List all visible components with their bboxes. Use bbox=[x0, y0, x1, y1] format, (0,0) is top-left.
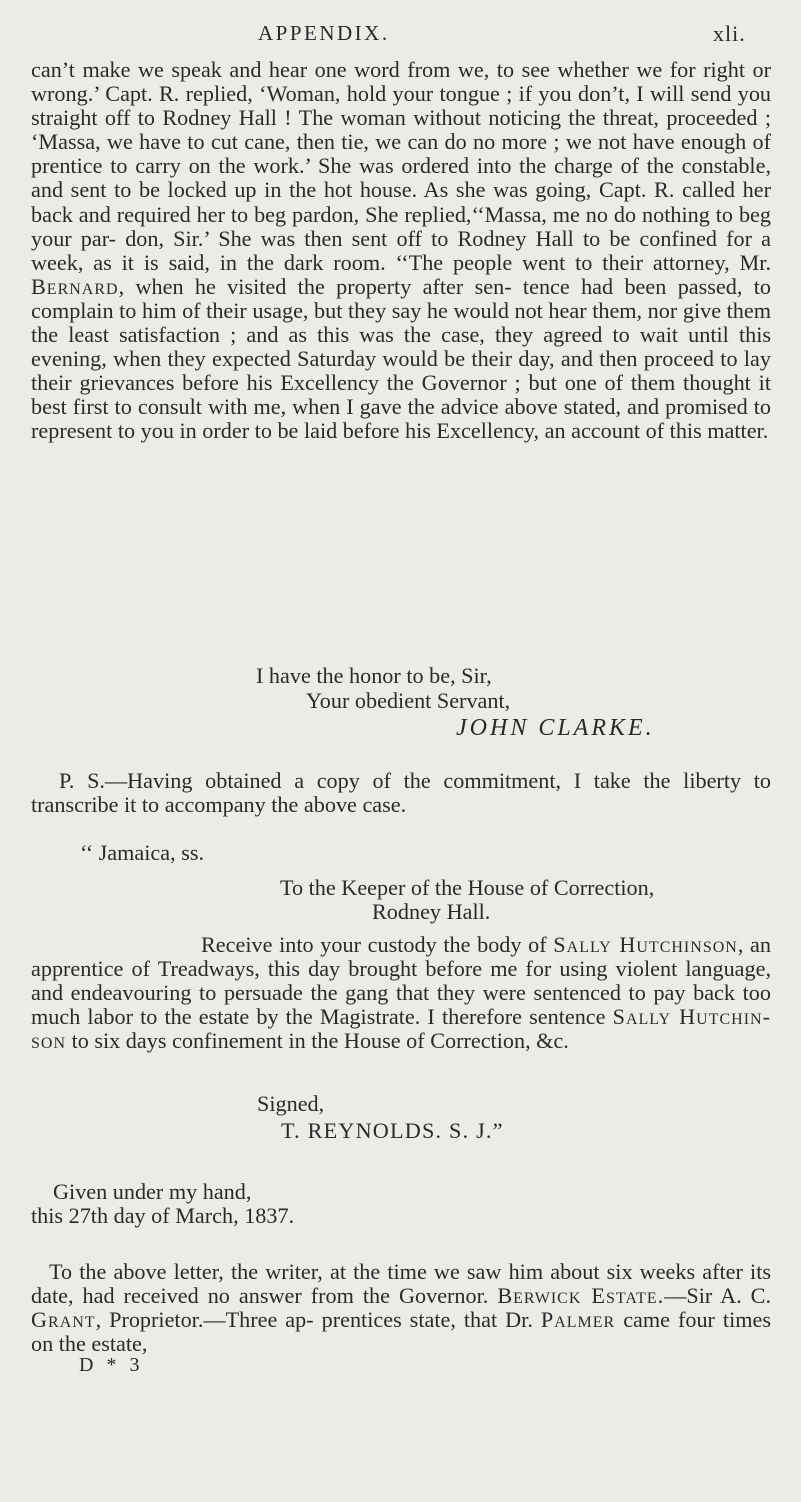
signature-mark: D * 3 bbox=[79, 1354, 144, 1376]
given-line-1: Given under my hand, bbox=[53, 1179, 252, 1204]
magistrate-signature: T. REYNOLDS. S. J.” bbox=[281, 1118, 504, 1143]
closing-line-1: I have the honor to be, Sir, bbox=[256, 663, 492, 688]
running-head: APPENDIX. bbox=[258, 21, 390, 45]
commitment-body: Receive into your custody the body of Sally Hutchinson, an apprentice of Treadways, this day brought before me for using violent language, and endeavouring to persuade the gang that they were sentenced to pay back too much labor to the estate by the Magistrate. I therefore sentence Sally Hutchin- son to six days confinement in the House of Correction, &c. bbox=[31, 932, 771, 1054]
addressee-line-1: To the Keeper of the House of Correction, bbox=[280, 875, 655, 900]
doctor-name: Palmer bbox=[540, 1307, 616, 1333]
given-line-2: this 27th day of March, 1837. bbox=[31, 1203, 295, 1228]
estate-name: Berwick Estate. bbox=[497, 1283, 665, 1309]
page-number: xli. bbox=[713, 21, 746, 46]
signed-label: Signed, bbox=[257, 1091, 325, 1116]
apprentice-name-repeat: Sally Hutchin- son bbox=[31, 1004, 771, 1054]
page-header bbox=[0, 21, 801, 51]
attorney-name: Bernard bbox=[31, 273, 119, 299]
jurisdiction: ‘‘ Jamaica, ss. bbox=[80, 840, 205, 865]
addressee-line-2: Rodney Hall. bbox=[372, 899, 491, 924]
letter-signature: JOHN CLARKE. bbox=[456, 715, 655, 741]
closing-line-2: Your obedient Servant, bbox=[306, 688, 511, 713]
letter-body: can’t make we speak and hear one word from we, to see whether we for right or wrong.’ Capt. R. replied, ‘Woman, hold your tongue ; if you don’t, I will send you straight off to Rodney Hall ! The woman without noticing the threat, proceeded ; ‘Massa, we have to cut cane, then tie, we can do no more ; we not have enough of prentice to carry on the work.’ She was ordered into the charge of the constable, and sent to be locked up in the hot house. As she was going, Capt. R. called her back and required her to beg pardon, She replied,‘‘Massa, me no do nothing to beg your par- don, Sir.’ She was then sent off to Rodney Hall to be confined for a week, as it is said, in the dark room. ‘‘The people went to their attorney, Mr. Bernard, when he visited the property after sen- tence had been passed, to complain to him of their usage, but they say he would not hear them, nor give them the least satisfaction ; and as this was the case, they agreed to wait until this evening, when they expected Saturday would be their day, and then proceed to lay their grievances before his Excellency the Governor ; but one of them thought it best first to consult with me, when I gave the advice above stated, and promised to represent to you in order to be laid before his Excellency, an account of this matter. bbox=[31, 57, 771, 444]
closing-paragraph: To the above letter, the writer, at the time we saw him about six weeks after its date, had received no answer from the Governor. Berwick Estate.—Sir A. C. Grant, Proprietor.—Three ap- prentices state, that Dr. Palmer came four times on the estate, bbox=[31, 1259, 772, 1357]
postscript: P. S.—Having obtained a copy of the commitment, I take the liberty to transcribe it to accompany the above case. bbox=[31, 768, 771, 818]
apprentice-name: Sally Hutchinson bbox=[553, 932, 738, 957]
proprietor-name: Grant bbox=[31, 1307, 96, 1333]
